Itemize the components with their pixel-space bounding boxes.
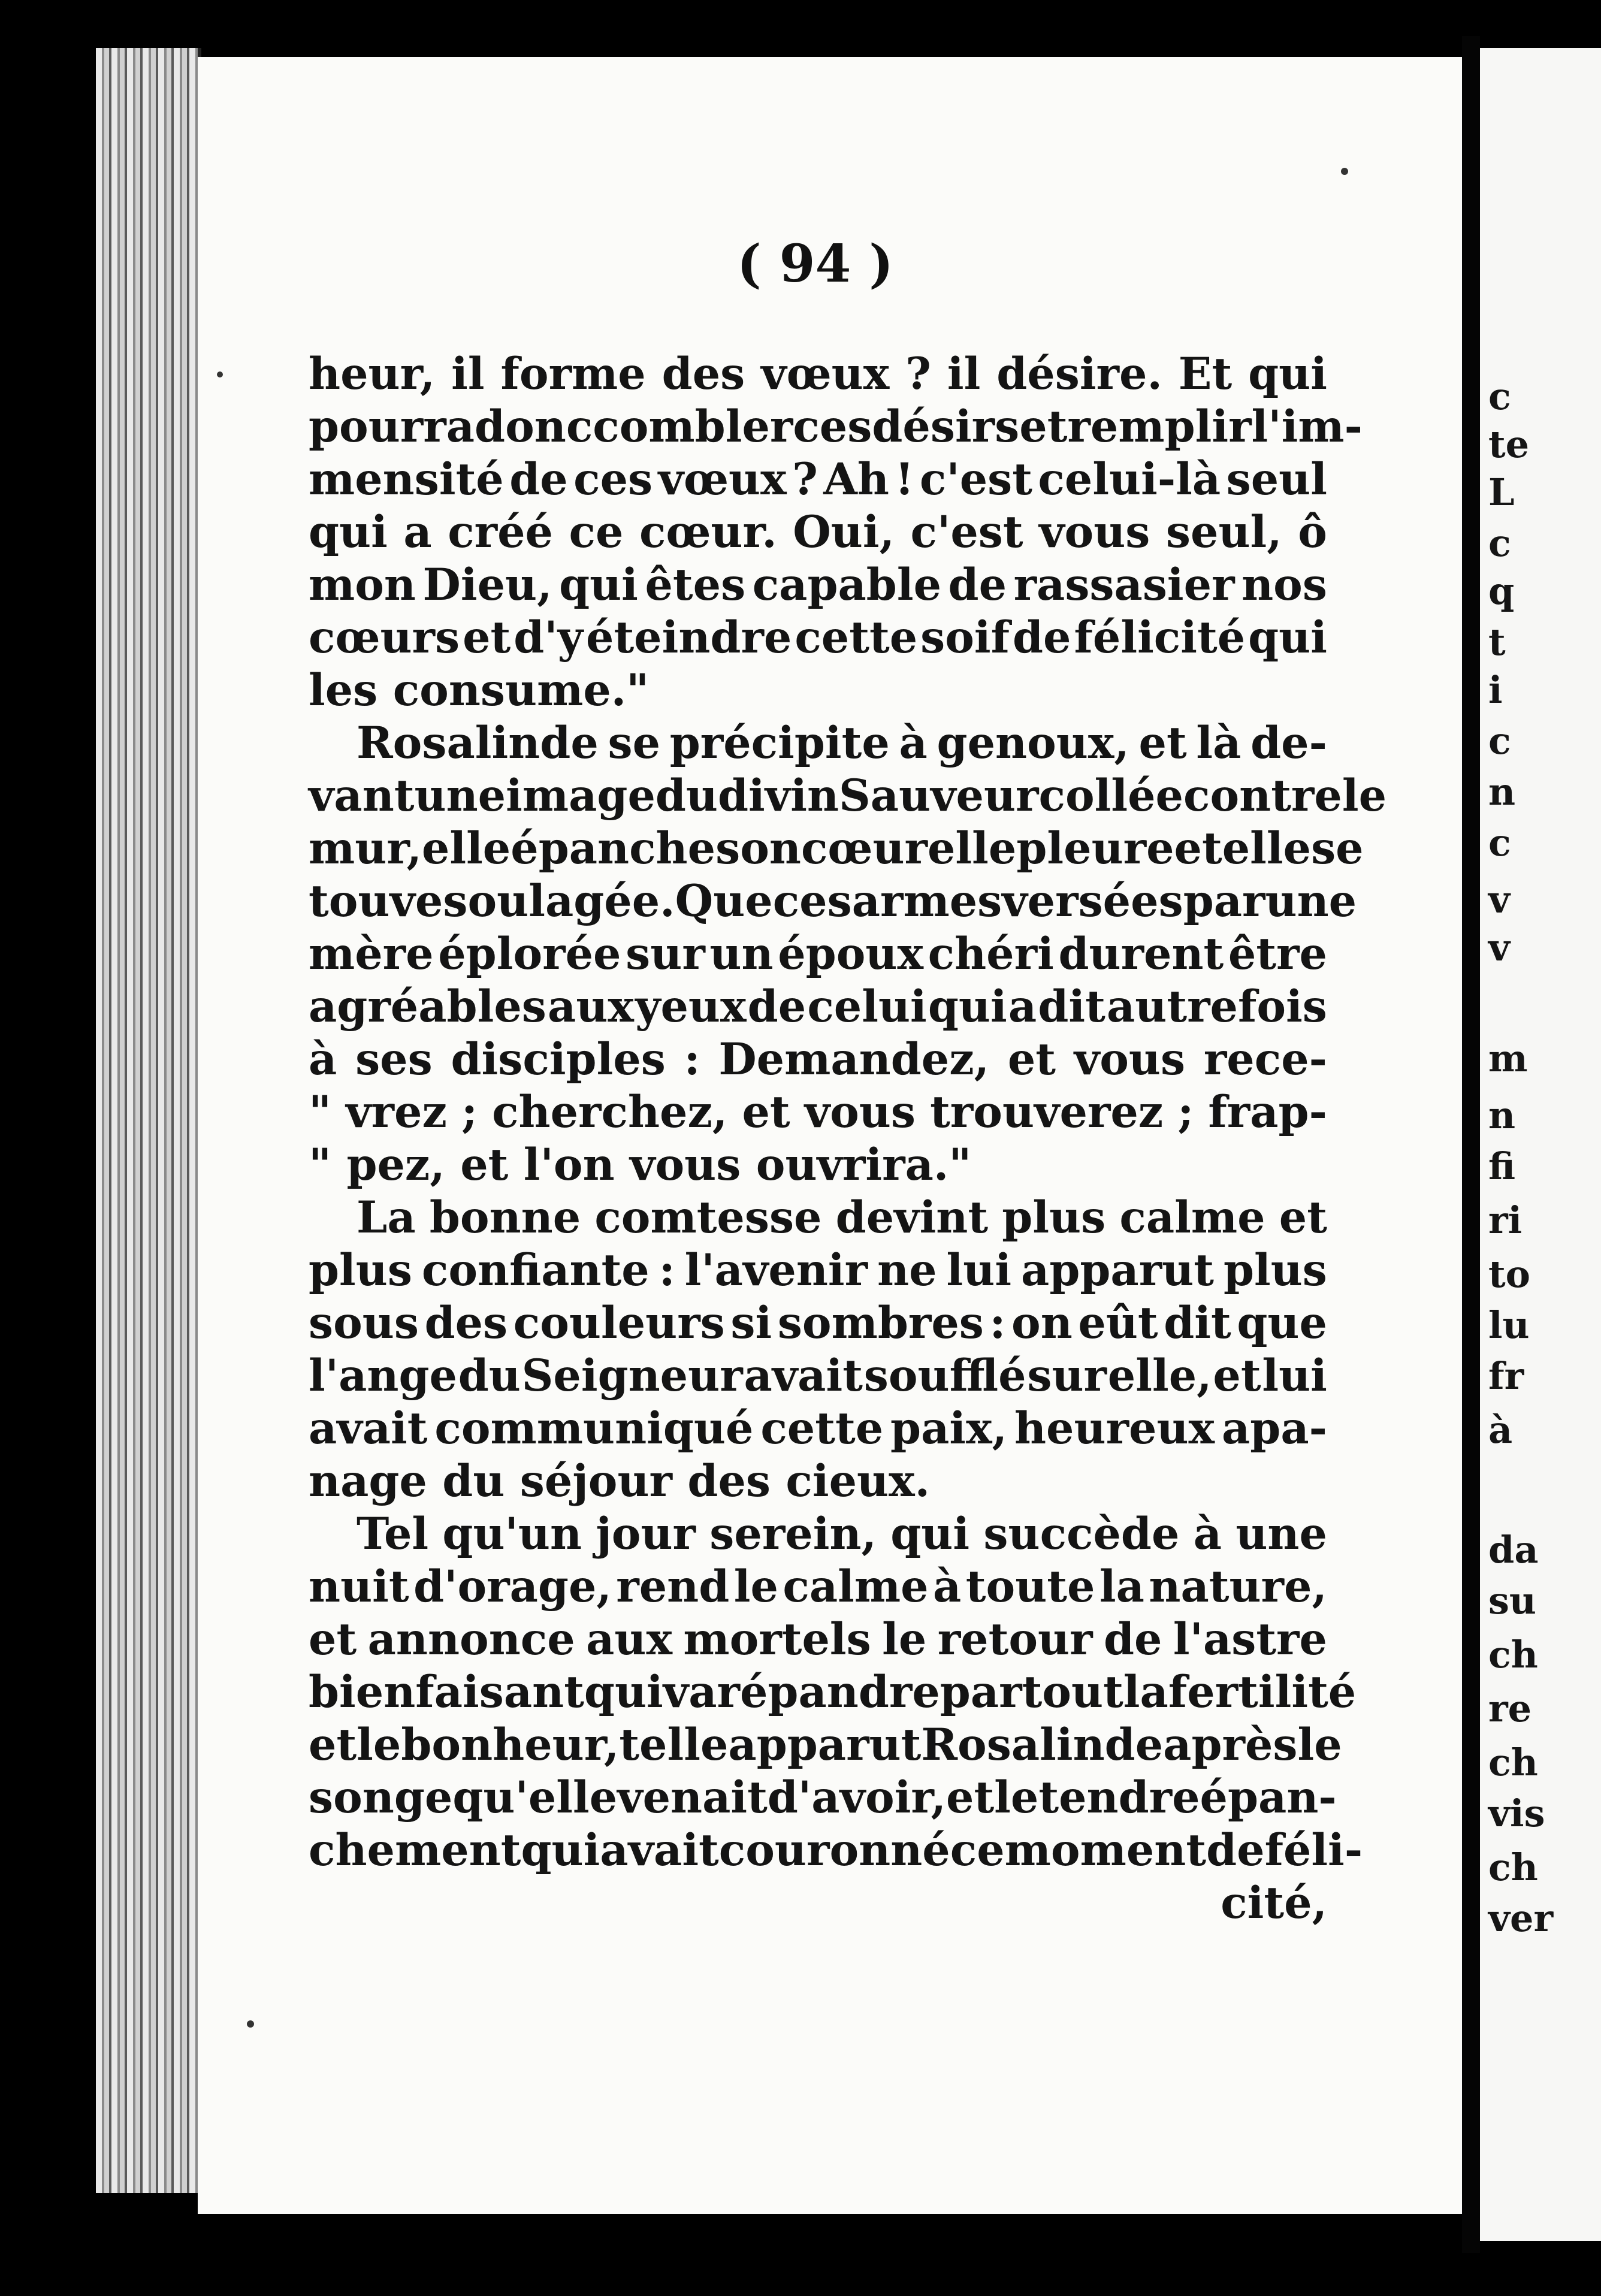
- text-line: à ses disciples : Demandez, et vous rece-: [309, 1034, 1327, 1085]
- facing-page: [1480, 48, 1601, 2241]
- print-speck: [217, 371, 223, 377]
- facing-page-fragment: v: [1488, 926, 1511, 969]
- print-speck: [1341, 168, 1348, 175]
- facing-page-fragment: ch: [1488, 1633, 1538, 1676]
- facing-page-fragment: vis: [1488, 1792, 1545, 1835]
- text-line: et annonce aux mortels le retour de l'astre: [309, 1614, 1327, 1665]
- book-gutter: [1462, 36, 1480, 2253]
- page-text-block: [309, 348, 1387, 1929]
- page-number: ( 94 ): [737, 234, 893, 294]
- facing-page-fragment: m: [1488, 1037, 1528, 1080]
- text-line: cœurs et d'y éteindre cette soif de félicité qui: [309, 612, 1327, 663]
- facing-page-fragment: su: [1488, 1579, 1536, 1623]
- text-line: touve soulagée. Que ces armes versées par une: [309, 875, 1357, 927]
- facing-page-fragment: n: [1488, 1093, 1516, 1137]
- print-speck: [247, 2020, 254, 2028]
- facing-page-fragment: re: [1488, 1687, 1532, 1730]
- text-line: bienfaisant qui va répandre partout la fertilité: [309, 1666, 1357, 1718]
- facing-page-fragment: fi: [1488, 1144, 1516, 1188]
- text-line: " pez, et l'on vous ouvrira.": [309, 1139, 972, 1191]
- facing-page-fragment: ch: [1488, 1741, 1538, 1784]
- text-line: " vrez ; cherchez, et vous trouverez ; frap-: [309, 1086, 1327, 1138]
- book-page-edge: [96, 48, 201, 2193]
- facing-page-fragment: c: [1488, 719, 1511, 763]
- text-line: nuit d'orage, rend le calme à toute la nature,: [309, 1561, 1327, 1612]
- facing-page-fragment: c: [1488, 521, 1511, 565]
- text-line: mensité de ces vœux ? Ah ! c'est celui-là seul: [309, 454, 1327, 505]
- facing-page-fragment: c: [1488, 374, 1511, 418]
- facing-page-fragment: c: [1488, 821, 1511, 865]
- facing-page-fragment: ver: [1488, 1896, 1554, 1940]
- text-line: La bonne comtesse devint plus calme et: [357, 1192, 1327, 1243]
- text-line: les consume.": [309, 664, 650, 716]
- text-line: plus confiante : l'avenir ne lui apparut plus: [309, 1244, 1327, 1296]
- facing-page-fragment: fr: [1488, 1354, 1524, 1398]
- facing-page-fragment: à: [1488, 1408, 1513, 1452]
- text-line: cité,: [1221, 1877, 1327, 1929]
- text-line: heur, il forme des vœux ? il désire. Et qui: [309, 348, 1327, 400]
- facing-page-fragment: L: [1488, 470, 1515, 514]
- facing-page-fragment: v: [1488, 878, 1511, 922]
- text-line: avait communiqué cette paix, heureux apa-: [309, 1403, 1327, 1454]
- text-line: nage du séjour des cieux.: [309, 1455, 931, 1507]
- text-line: mère éplorée sur un époux chéri durent être: [309, 928, 1327, 980]
- facing-page-fragment: ch: [1488, 1845, 1538, 1889]
- text-line: pourra donc combler ces désirs et remplir l'im-: [309, 401, 1363, 452]
- text-line: qui a créé ce cœur. Oui, c'est vous seul, ô: [309, 506, 1327, 558]
- text-line: Tel qu'un jour serein, qui succède à une: [357, 1508, 1327, 1560]
- text-line: vant une image du divin Sauveurcollée contre le: [309, 770, 1387, 821]
- text-line: agréables aux yeux de celui qui a dit autrefois: [309, 981, 1327, 1032]
- text-line: mur, elle épanche son cœur elle pleure et elle se: [309, 823, 1364, 874]
- text-line: Rosalinde se précipite à genoux, et là de-: [357, 717, 1327, 769]
- text-line: chement qui avait couronné ce moment de féli-: [309, 1824, 1363, 1876]
- facing-page-fragment: lu: [1488, 1303, 1530, 1347]
- text-line: sous des couleurs si sombres : on eût dit que: [309, 1297, 1327, 1349]
- facing-page-fragment: te: [1488, 422, 1530, 466]
- text-line: l'ange du Seigneur avait soufflé sur elle, et lui: [309, 1350, 1327, 1401]
- facing-page-fragment: ri: [1488, 1198, 1523, 1242]
- facing-page-fragment: da: [1488, 1528, 1539, 1572]
- facing-page-fragment: to: [1488, 1252, 1530, 1296]
- text-line: songe qu'elle venait d'avoir, et le tendre épan-: [309, 1772, 1337, 1823]
- facing-page-fragment: n: [1488, 770, 1516, 814]
- facing-page-fragment: t: [1488, 620, 1506, 664]
- text-line: et le bonheur, telle apparut Rosalinde après le: [309, 1719, 1342, 1771]
- facing-page-fragment: i: [1488, 668, 1503, 712]
- facing-page-fragment: q: [1488, 569, 1515, 613]
- text-line: mon Dieu, qui êtes capable de rassasier nos: [309, 559, 1327, 611]
